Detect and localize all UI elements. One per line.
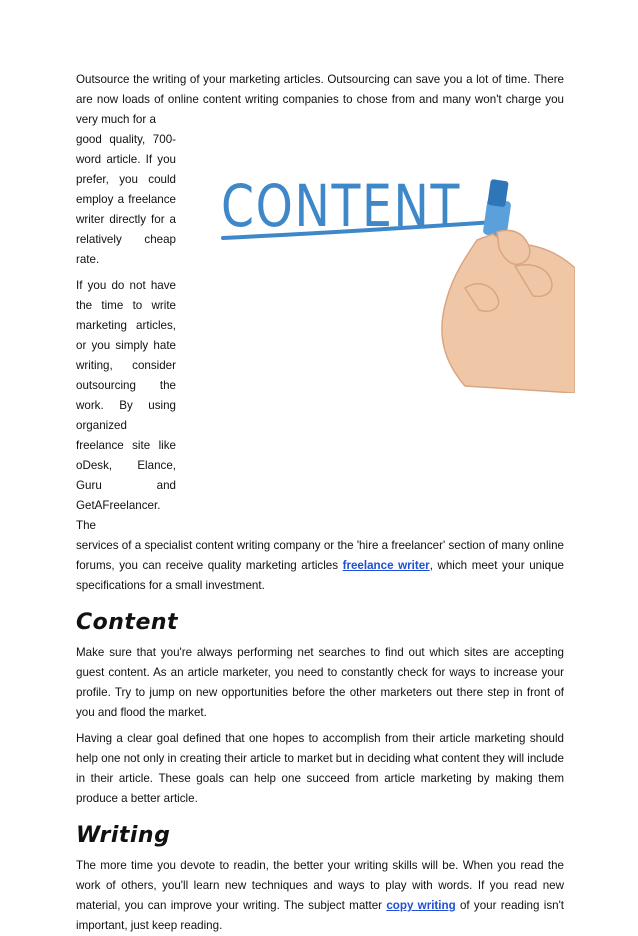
- intro-narrow: good quality, 700-word article. If you prefer, you could employ a freelance writer directly for a relatively cheap rate.: [76, 133, 176, 266]
- writing-text-b: of your reading isn't important, just keep reading.: [76, 899, 565, 932]
- copy-writing-link[interactable]: copy writing: [386, 899, 456, 912]
- content-para-2: Having a clear goal defined that one hopes to accomplish from their article marketing should help one not only in creating their article to market but in deciding what content they will include in their article. These goals can help one succeed from article marketing by making them produce a better article.: [76, 732, 564, 805]
- heading-writing: Writing: [76, 823, 171, 848]
- para2-rest: [76, 536, 564, 596]
- intro-line: Outsource the writing of your marketing articles. Outsourcing can save you a lot of time. There are now loads of online content writing companies to chose from and many won't charge you very much for a: [76, 73, 564, 126]
- content-para-1: Make sure that you're always performing net searches to find out which sites are accepting guest content. As an article marketer, you need to constantly check for ways to increase your profile. Try to jump on new opportunities before the other marketers out there step in front of you and flood the market.: [76, 646, 564, 719]
- para2-text-b: , which meet your unique specifications for a small investment.: [76, 559, 565, 592]
- para2-narrow: If you do not have the time to write marketing articles, or you simply hate writing, consider outsourcing the work. By using organized freelance site like oDesk, Elance, Guru and GetAFreelancer. The: [76, 279, 176, 532]
- para2-text-a: services of a specialist content writing company or the 'hire a freelancer' section of many online forums, you can receive quality marketing articles: [76, 539, 564, 572]
- writing-para: [76, 856, 564, 936]
- writing-text-a: The more time you devote to readin, the better your writing skills will be. When you read the work of others, you'll learn new techniques and ways to play with words. If you read new material, you can improve your writing. The subject matter: [76, 859, 564, 912]
- content-word: CONTENT: [221, 172, 461, 240]
- document-body: [76, 70, 564, 936]
- heading-content: Content: [76, 610, 179, 635]
- freelance-writer-link[interactable]: freelance writer: [342, 559, 430, 572]
